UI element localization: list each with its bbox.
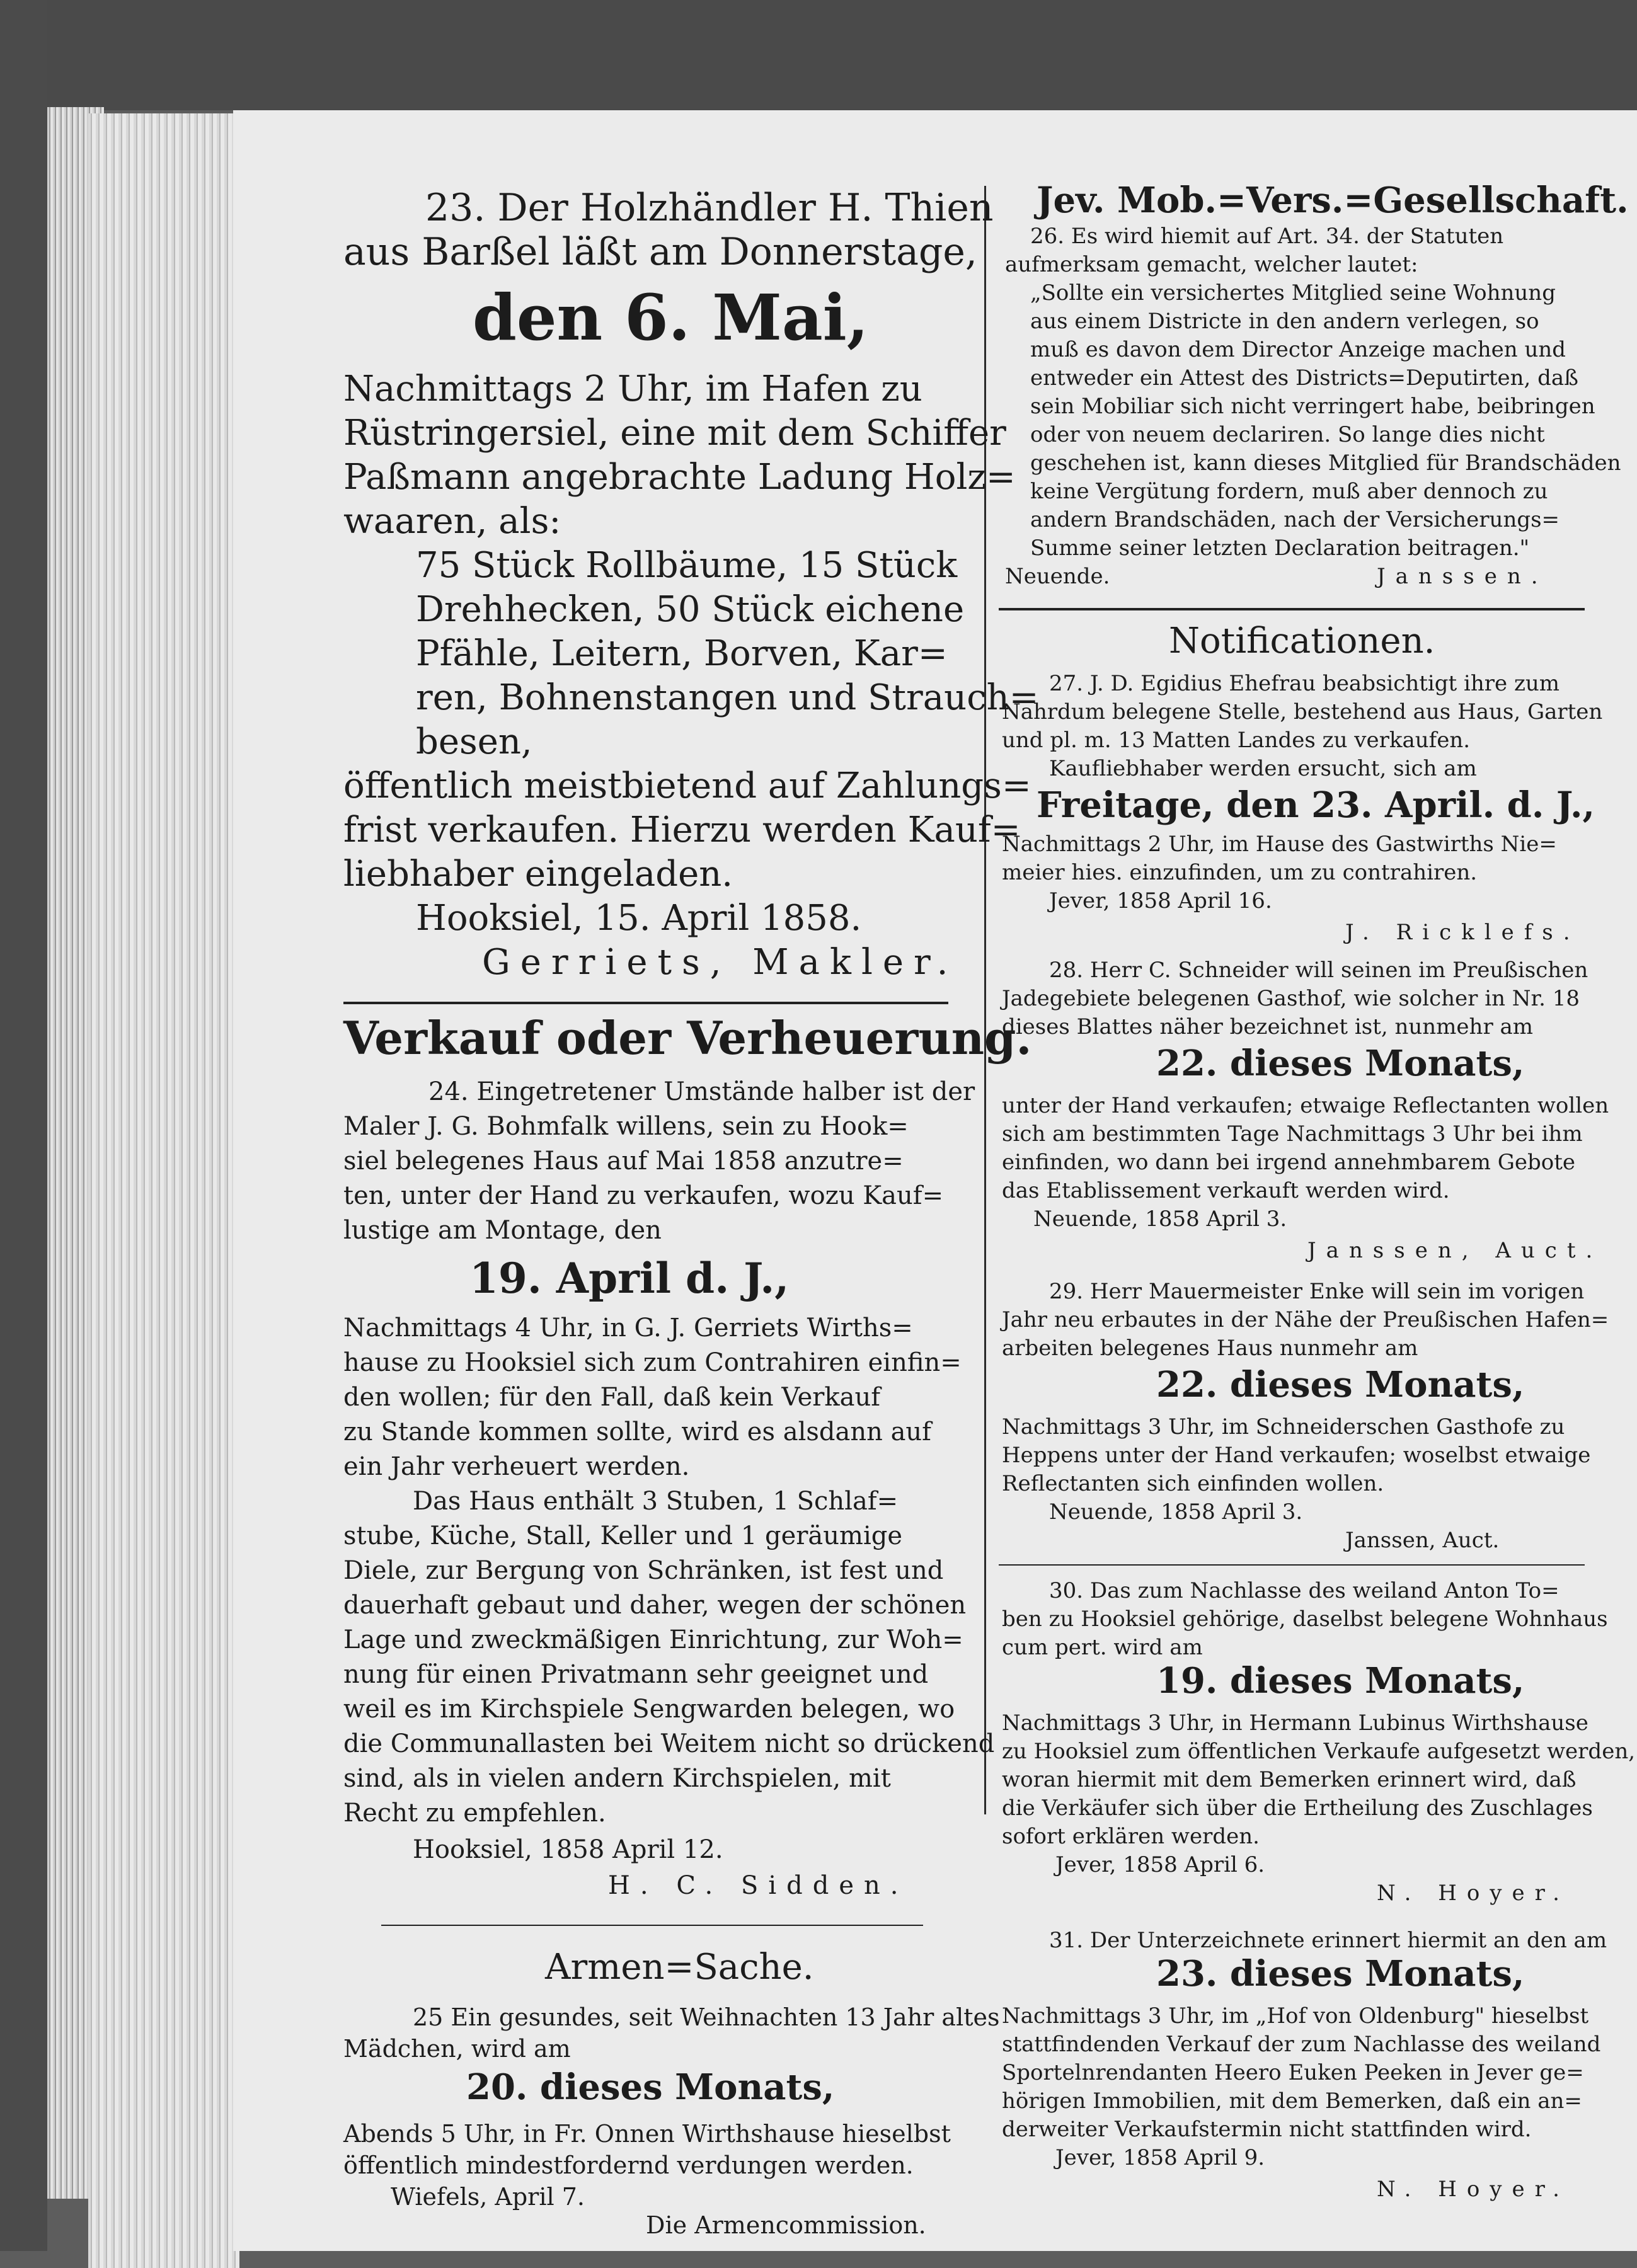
separator-rule-thin bbox=[381, 1925, 923, 1926]
ad26-line-11: andern Brandschäden, nach der Versicherungs= bbox=[1030, 507, 1560, 532]
ad24-line-2: Maler J. G. Bohmfalk willens, sein zu Hook= bbox=[343, 1112, 909, 1141]
newspaper-page bbox=[233, 110, 1637, 2251]
separator-rule bbox=[343, 1002, 948, 1004]
ad30-line-2: ben zu Hooksiel gehörige, daselbst belegene Wohnhaus bbox=[1002, 1606, 1608, 1632]
ad24-body-11: nung für einen Privatmann sehr geeignet und bbox=[343, 1660, 929, 1689]
ad30-body-3: woran hiermit mit dem Bemerken erinnert wird, daß bbox=[1002, 1767, 1577, 1792]
ad30-body-5: sofort erklären werden. bbox=[1002, 1824, 1260, 1849]
ad23-item-4: ren, Bohnenstangen und Strauch= bbox=[416, 677, 1039, 718]
ad28-body-4: das Etablissement verkauft werden wird. bbox=[1002, 1178, 1450, 1203]
ad24-body-14: sind, als in vielen andern Kirchspielen, mit bbox=[343, 1764, 891, 1793]
ad27-body-2: meier hies. einzufinden, um zu contrahiren. bbox=[1002, 860, 1478, 885]
separator-rule bbox=[999, 608, 1585, 610]
ad24-line-4: ten, unter der Hand zu verkaufen, wozu Kauf= bbox=[343, 1181, 944, 1210]
ad26-line-8: oder von neuem declariren. So lange dies nicht bbox=[1030, 422, 1545, 447]
ad27-line-3: und pl. m. 13 Matten Landes zu verkaufen. bbox=[1002, 728, 1471, 753]
ad23-body-1: Nachmittags 2 Uhr, im Hafen zu bbox=[343, 369, 922, 410]
ad28-body-3: einfinden, wo dann bei irgend annehmbarem Gebote bbox=[1002, 1150, 1576, 1175]
ad31-signature: N. Hoyer. bbox=[1377, 2177, 1570, 2202]
ad30-body-4: die Verkäufer sich über die Ertheilung des Zuschlages bbox=[1002, 1796, 1593, 1821]
ad28-body-2: sich am bestimmten Tage Nachmittags 3 Uhr bei ihm bbox=[1002, 1121, 1583, 1147]
ad26-place: Neuende. bbox=[1005, 564, 1110, 589]
ad29-signature: Janssen, Auct. bbox=[1345, 1528, 1500, 1553]
ad28-line-1: 28. Herr C. Schneider will seinen im Preußischen bbox=[1049, 958, 1588, 983]
ad23-item-2: Drehhecken, 50 Stück eichene bbox=[416, 589, 965, 630]
ad23-place-date: Hooksiel, 15. April 1858. bbox=[416, 898, 862, 939]
ad26-line-5: muß es davon dem Director Anzeige machen und bbox=[1030, 337, 1566, 362]
ad26-line-10: keine Vergütung fordern, muß aber dennoch zu bbox=[1030, 479, 1548, 504]
ad24-place-date: Hooksiel, 1858 April 12. bbox=[413, 1835, 723, 1864]
ad24-body-2: hause zu Hooksiel sich zum Contrahiren einfin= bbox=[343, 1348, 962, 1377]
ad29-date: 22. dieses Monats, bbox=[1156, 1364, 1525, 1406]
ad24-body-10: Lage und zweckmäßigen Einrichtung, zur Woh= bbox=[343, 1625, 963, 1654]
ad25-line-2: Mädchen, wird am bbox=[343, 2035, 571, 2063]
ad23-item-5: besen, bbox=[416, 721, 532, 762]
ad31-body-4: hörigen Immobilien, mit dem Bemerken, daß ein an= bbox=[1002, 2088, 1582, 2114]
ad28-body-1: unter der Hand verkaufen; etwaige Reflectanten wollen bbox=[1002, 1093, 1609, 1118]
ad26-line-2: aufmerksam gemacht, welcher lautet: bbox=[1005, 252, 1418, 277]
ad26-line-6: entweder ein Attest des Districts=Deputirten, daß bbox=[1030, 365, 1578, 391]
ad30-body-1: Nachmittags 3 Uhr, in Hermann Lubinus Wirthshause bbox=[1002, 1710, 1588, 1736]
scan-background-left bbox=[0, 0, 47, 2251]
ad23-tail-3: liebhaber eingeladen. bbox=[343, 854, 733, 895]
ad28-signature: Janssen, Auct. bbox=[1307, 1238, 1603, 1263]
ad23-signature: Gerriets, Makler. bbox=[482, 942, 958, 983]
ad23-body-4: waaren, als: bbox=[343, 501, 561, 542]
ad24-body-12: weil es im Kirchspiele Sengwarden belegen, wo bbox=[343, 1695, 955, 1724]
ad30-date: 19. dieses Monats, bbox=[1156, 1660, 1525, 1702]
ad26-line-9: geschehen ist, kann dieses Mitglied für Brandschäden bbox=[1030, 450, 1621, 476]
ad31-body-5: derweiter Verkaufstermin nicht stattfinden wird. bbox=[1002, 2117, 1532, 2142]
ad26-line-1: 26. Es wird hiemit auf Art. 34. der Statuten bbox=[1030, 224, 1504, 249]
ad23-tail-2: frist verkaufen. Hierzu werden Kauf= bbox=[343, 810, 1021, 850]
ad28-date: 22. dieses Monats, bbox=[1156, 1043, 1525, 1084]
ad29-line-1: 29. Herr Mauermeister Enke will sein im vorigen bbox=[1049, 1279, 1585, 1304]
ad24-body-1: Nachmittags 4 Uhr, in G. J. Gerriets Wirths= bbox=[343, 1314, 913, 1343]
ad31-place-date: Jever, 1858 April 9. bbox=[1055, 2145, 1265, 2170]
ad26-signature: Janssen. bbox=[1377, 564, 1548, 589]
scan-background-top bbox=[0, 0, 1637, 110]
ad31-line-1: 31. Der Unterzeichnete erinnert hiermit an den am bbox=[1049, 1928, 1607, 1953]
ad26-line-3: „Sollte ein versichertes Mitglied seine Wohnung bbox=[1030, 280, 1556, 306]
ad27-date: Freitage, den 23. April. d. J., bbox=[1037, 784, 1595, 826]
ad31-body-2: stattfindenden Verkauf der zum Nachlasse des weiland bbox=[1002, 2032, 1601, 2057]
ad24-line-1: 24. Eingetretener Umstände halber ist der bbox=[428, 1077, 975, 1106]
ad23-line-1: 23. Der Holzhändler H. Thien bbox=[425, 186, 994, 230]
ad24-line-3: siel belegenes Haus auf Mai 1858 anzutre= bbox=[343, 1147, 904, 1176]
ad25-body-2: öffentlich mindestfordernd verdungen werden. bbox=[343, 2151, 914, 2179]
ad24-body-13: die Communallasten bei Weitem nicht so drückend bbox=[343, 1729, 995, 1758]
ad30-place-date: Jever, 1858 April 6. bbox=[1055, 1852, 1265, 1877]
ad27-line-1: 27. J. D. Egidius Ehefrau beabsichtigt ihre zum bbox=[1049, 671, 1560, 696]
ad24-body-4: zu Stande kommen sollte, wird es alsdann auf bbox=[343, 1418, 931, 1446]
ad29-line-3: arbeiten belegenes Haus nunmehr am bbox=[1002, 1336, 1418, 1361]
ad25-date: 20. dieses Monats, bbox=[466, 2066, 835, 2108]
ad24-body-6: Das Haus enthält 3 Stuben, 1 Schlaf= bbox=[413, 1487, 899, 1516]
page-stack-edge bbox=[88, 113, 239, 2268]
ad27-signature: J. Ricklefs. bbox=[1345, 920, 1580, 945]
ad23-item-1: 75 Stück Rollbäume, 15 Stück bbox=[416, 545, 958, 586]
ad25-heading: Armen=Sache. bbox=[545, 1947, 814, 1988]
ad24-signature: H. C. Sidden. bbox=[608, 1871, 909, 1900]
ad23-tail-1: öffentlich meistbietend auf Zahlungs= bbox=[343, 765, 1031, 806]
ad28-line-2: Jadegebiete belegenen Gasthof, wie solcher in Nr. 18 bbox=[1002, 986, 1580, 1011]
ad23-body-2: Rüstringersiel, eine mit dem Schiffer bbox=[343, 413, 1006, 454]
ad27-line-2: Nahrdum belegene Stelle, bestehend aus Haus, Garten bbox=[1002, 699, 1603, 724]
ad24-body-9: dauerhaft gebaut und daher, wegen der schönen bbox=[343, 1591, 967, 1620]
ad28-line-3: dieses Blattes näher bezeichnet ist, nunmehr am bbox=[1002, 1014, 1534, 1040]
ad25-place-date: Wiefels, April 7. bbox=[391, 2183, 585, 2211]
ad24-line-5: lustige am Montage, den bbox=[343, 1216, 662, 1245]
ad23-date: den 6. Mai, bbox=[473, 280, 869, 355]
ad27-line-4: Kaufliebhaber werden ersucht, sich am bbox=[1049, 756, 1477, 781]
ad26-line-12: Summe seiner letzten Declaration beitragen." bbox=[1030, 536, 1530, 561]
ad26-line-4: aus einem Districte in den andern verlegen, so bbox=[1030, 309, 1539, 334]
ad24-body-3: den wollen; für den Fall, daß kein Verkauf bbox=[343, 1383, 881, 1412]
ad29-body-1: Nachmittags 3 Uhr, im Schneiderschen Gasthofe zu bbox=[1002, 1414, 1565, 1440]
ad24-body-8: Diele, zur Bergung von Schränken, ist fest und bbox=[343, 1556, 944, 1585]
ad31-body-3: Sportelnrendanten Heero Euken Peeken in Jever ge= bbox=[1002, 2060, 1584, 2085]
ad30-body-2: zu Hooksiel zum öffentlichen Verkaufe aufgesetzt werden, bbox=[1002, 1739, 1636, 1764]
ad28-place-date: Neuende, 1858 April 3. bbox=[1033, 1206, 1287, 1232]
ad26-line-7: sein Mobiliar sich nicht verringert habe, beibringen bbox=[1030, 394, 1595, 419]
ad23-item-3: Pfähle, Leitern, Borven, Kar= bbox=[416, 633, 948, 674]
ad27-body-1: Nachmittags 2 Uhr, im Hause des Gastwirths Nie= bbox=[1002, 832, 1557, 857]
separator-rule-thin bbox=[999, 1564, 1585, 1566]
ad31-body-1: Nachmittags 3 Uhr, im „Hof von Oldenburg" hieselbst bbox=[1002, 2003, 1589, 2029]
ad25-signature: Die Armencommission. bbox=[646, 2211, 926, 2239]
notifications-heading: Notificationen. bbox=[1169, 621, 1435, 662]
ad23-line-2: aus Barßel läßt am Donnerstage, bbox=[343, 230, 977, 274]
ad29-body-3: Reflectanten sich einfinden wollen. bbox=[1002, 1471, 1384, 1496]
ad24-body-5: ein Jahr verheuert werden. bbox=[343, 1452, 690, 1481]
ad29-line-2: Jahr neu erbautes in der Nähe der Preußischen Hafen= bbox=[1002, 1307, 1609, 1332]
ad25-body-1: Abends 5 Uhr, in Fr. Onnen Wirthshause hieselbst bbox=[343, 2120, 951, 2148]
ad30-line-3: cum pert. wird am bbox=[1002, 1635, 1203, 1660]
ad29-place-date: Neuende, 1858 April 3. bbox=[1049, 1499, 1303, 1525]
ad31-date: 23. dieses Monats, bbox=[1156, 1953, 1525, 1995]
ad25-line-1: 25 Ein gesundes, seit Weihnachten 13 Jahr altes bbox=[413, 2003, 1000, 2031]
ad24-body-7: stube, Küche, Stall, Keller und 1 geräumige bbox=[343, 1521, 903, 1550]
ad24-body-15: Recht zu empfehlen. bbox=[343, 1799, 606, 1828]
ad24-date: 19. April d. J., bbox=[469, 1254, 790, 1303]
ad23-body-3: Paßmann angebrachte Ladung Holz= bbox=[343, 457, 1016, 498]
ad27-place-date: Jever, 1858 April 16. bbox=[1049, 888, 1272, 914]
ad30-line-1: 30. Das zum Nachlasse des weiland Anton To= bbox=[1049, 1578, 1559, 1603]
ad29-body-2: Heppens unter der Hand verkaufen; woselbst etwaige bbox=[1002, 1443, 1591, 1468]
ad24-heading: Verkauf oder Verheuerung. bbox=[343, 1011, 1032, 1065]
ad30-signature: N. Hoyer. bbox=[1377, 1881, 1570, 1906]
ad26-heading: Jev. Mob.=Vers.=Gesellschaft. bbox=[1037, 180, 1629, 221]
